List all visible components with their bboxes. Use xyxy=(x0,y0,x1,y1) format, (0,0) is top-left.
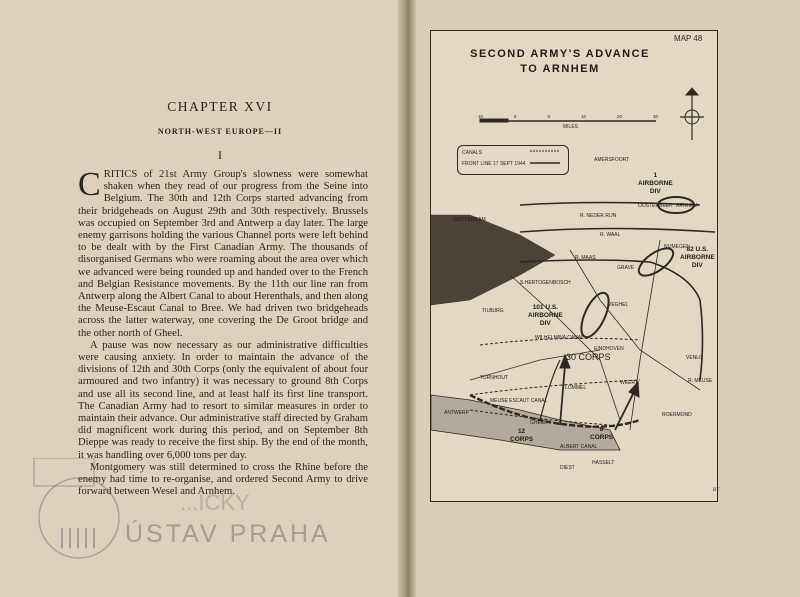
place-gheel: GHEEL xyxy=(530,420,547,426)
unit-12-line: 12 xyxy=(517,428,526,435)
canal-meuse-escaut xyxy=(470,380,640,395)
scale-unit: MILES xyxy=(563,124,579,130)
unit-12-corps xyxy=(510,428,533,444)
place-hasselt: HASSELT xyxy=(592,460,615,466)
scale-tick: 10 xyxy=(478,114,484,119)
compass-north-arrow xyxy=(686,88,698,95)
unit-1-line: AIRBORNE xyxy=(638,180,673,187)
scale-bar-fill xyxy=(480,119,508,122)
unit-8-corps xyxy=(590,426,613,442)
canal-label-meuse-escaut: MEUSE ESCAUT CANAL xyxy=(490,398,548,404)
unit-101-line: 101 U.S. xyxy=(532,304,558,311)
scale-tick: 30 xyxy=(652,114,658,119)
chapter-heading: CHAPTER XVI xyxy=(167,99,273,114)
unit-101-line: DIV xyxy=(539,320,551,327)
place-nijmegen: NIJMEGEN xyxy=(664,244,690,250)
section-heading: NORTH-WEST EUROPE—II xyxy=(157,127,283,136)
map-title-line-2: TO ARNHEM xyxy=(520,63,600,75)
drop-cap: C xyxy=(78,166,101,203)
place-roermond: ROERMOND xyxy=(662,412,692,418)
legend-front-line: FRONT LINE 17 SEPT 1944 xyxy=(462,161,526,167)
advance-arrow-1 xyxy=(560,365,565,425)
advance-arrow-3 xyxy=(540,360,560,420)
unit-82-line: 82 U.S. xyxy=(686,246,709,253)
scale-tick: 5 xyxy=(513,114,517,119)
road-3 xyxy=(630,240,660,430)
place-eindhoven: EINDHOVEN xyxy=(594,346,624,352)
place-weert: WEERT xyxy=(620,380,638,386)
canal-label-wilhelmina: WILHELMINA CANAL xyxy=(535,335,584,341)
place-lommel: LOMMEL xyxy=(565,385,587,391)
unit-1-line: 1 xyxy=(653,172,658,179)
unit-8-line: 8 xyxy=(599,426,604,433)
unit-8-line: CORPS xyxy=(590,434,614,441)
paragraph-1-text: RITICS of 21st Army Group's slowness were somewhat shaken when they read of our progress from the Seine into Belgium. The 30th and 12th Corps started advancing from their bridgeheads on August 29th and 30th respectively. Brussels was occupied on September 3rd and Antwerp a day later. The large enemy garrisons holding the various Channel ports were left behind to be dealt with by the First Canadian Army. The thousands of disorganised Germans who were roaming about the area over which we advanced were being rounded up and handed over to the French and Belgian Resistance movements. By the 11th our line ran from Antwerp along the Albert Canal to about Herenthals, and then along the Meuse-Escaut Canal to Bree. We had driven two bridgeheads across the latter waterway, one covering the De Groot bridge and the other north of Gheel. xyxy=(78,169,368,339)
place-turnhout: TURNHOUT xyxy=(480,375,509,381)
map-title-line-1: SECOND ARMY'S ADVANCE xyxy=(470,48,650,60)
scale-tick: 0 xyxy=(547,114,550,119)
unit-30-corps: 30 CORPS xyxy=(566,352,611,362)
river-label-neder-rijn: R. NEDER RIJN xyxy=(580,213,617,219)
place-hertogenbosch: S.HERTOGENBOSCH xyxy=(520,280,571,286)
unit-82-line: DIV xyxy=(691,262,703,269)
stamp-text: ÚSTAV PRAHA xyxy=(125,520,331,548)
unit-101-line: AIRBORNE xyxy=(528,312,563,319)
river-neder-rijn xyxy=(520,203,700,206)
scale-tick: 20 xyxy=(616,114,622,119)
unit-12-line: CORPS xyxy=(510,436,534,443)
unit-82-airborne xyxy=(680,246,715,270)
unit-82-line: AIRBORNE xyxy=(680,254,715,261)
paragraph-3: Montgomery was still determined to cross the Rhine before the enemy had time to re-organise, and ordered Second Army to drive forward between Wesel and Arnhem. xyxy=(78,461,368,498)
scale-tick: 10 xyxy=(580,114,586,119)
place-amersfoort: AMERSFOORT xyxy=(594,157,630,163)
place-rotterdam: ROTTERDAM xyxy=(454,217,486,223)
place-grave: GRAVE xyxy=(617,265,635,271)
unit-101-airborne xyxy=(528,304,563,328)
place-veghel: VEGHEL xyxy=(608,302,629,308)
road-2 xyxy=(570,250,700,390)
place-oosterbeek: OOSTERBEEK xyxy=(638,203,673,209)
canal-label-albert: ALBERT CANAL xyxy=(560,444,598,450)
section-numeral: I xyxy=(218,148,222,162)
stamp-partial: ...ICKY xyxy=(180,490,250,515)
river-label-waal: R. WAAL xyxy=(600,232,621,238)
river-label-meuse: R. MEUSE xyxy=(688,378,713,384)
place-venlo: VENLO xyxy=(686,355,703,361)
map-folio: BT xyxy=(713,488,720,493)
place-tilburg: TILBURG xyxy=(482,308,504,314)
place-diest: DIEST xyxy=(560,465,575,471)
drop-zone-101 xyxy=(576,289,614,341)
map-number: MAP 48 xyxy=(674,34,703,43)
unit-1-line: DIV xyxy=(649,188,661,195)
estuary-area xyxy=(431,215,555,305)
place-arnhem: ARNHEM xyxy=(676,203,698,209)
paragraph-2: A pause was now necessary as our administrative difficulties were causing anxiety. In order to maintain the advance of the divisions of 12th and 30th Corps (only the equivalent of about four armoured and two infantry) it was necessary to ground 8th Corps and use all its second line, and at least half its first line transport. The Canadian Army had to resort to similar measures in order to maintain their advance. Our administrative staff directed by Graham did magnificent work during this period, and on September 8th Dieppe was ready to receive the first ship. By the end of the month, it was handling over 6,000 tons per day. xyxy=(78,339,368,461)
place-antwerp: ANTWERP xyxy=(444,410,469,416)
unit-1-airborne xyxy=(638,172,673,196)
river-label-maas: R. MAAS xyxy=(575,255,596,261)
legend-canals: CANALS xyxy=(462,150,483,156)
